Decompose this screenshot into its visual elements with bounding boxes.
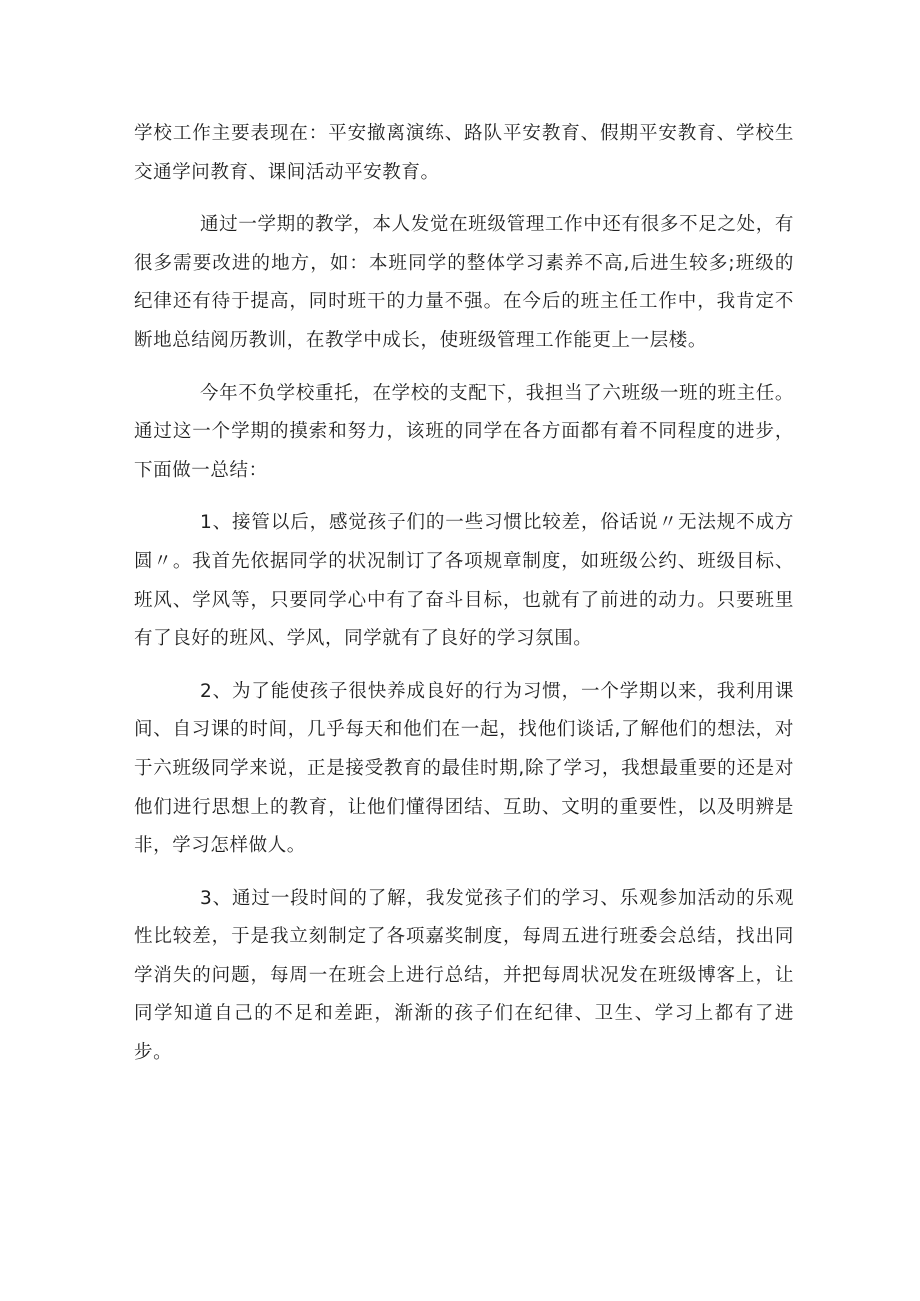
paragraph-safety-education: 学校工作主要表现在：平安撤离演练、路队平安教育、假期平安教育、学校生交通学问教育、课间活动平安教育。 [134,123,794,183]
paragraph-point-2: 2、为了能使孩子很快养成良好的行为习惯，一个学期以来，我利用课间、自习课的时间，几乎每天和他们在一起，找他们谈话,了解他们的想法，对于六班级同学来说，正是接受教育的最佳时期,除了学习，我想最重要的还是对他们进行思想上的教育，让他们懂得团结、互助、文明的重要性，以及明辨是非，学习怎样做人。 [134,680,794,857]
paragraph-introduction: 今年不负学校重托，在学校的支配下，我担当了六班级一班的班主任。通过这一个学期的摸索和努力，该班的同学在各方面都有着不同程度的进步，下面做一总结： [134,382,794,481]
paragraph-point-1: 1、接管以后，感觉孩子们的一些习惯比较差，俗话说〃无法规不成方圆〃。我首先依据同学的状况制订了各项规章制度，如班级公约、班级目标、班风、学风等，只要同学心中有了奋斗目标，也就有了前进的动力。只要班里有了良好的班风、学风，同学就有了良好的学习氛围。 [134,512,794,650]
document-body [134,115,794,1073]
paragraph-shortcomings: 通过一学期的教学，本人发觉在班级管理工作中还有很多不足之处，有很多需要改进的地方，如：本班同学的整体学习素养不高,后进生较多;班级的纪律还有待于提高，同时班干的力量不强。在今后的班主任工作中，我肯定不断地总结阅历教训，在教学中成长，使班级管理工作能更上一层楼。 [134,214,794,351]
paragraph-point-3: 3、通过一段时间的了解，我发觉孩子们的学习、乐观参加活动的乐观性比较差，于是我立刻制定了各项嘉奖制度，每周五进行班委会总结，找出同学消失的问题，每周一在班会上进行总结，并把每周状况发在班级博客上，让同学知道自己的不足和差距，渐渐的孩子们在纪律、卫生、学习上都有了进步。 [134,887,794,1064]
